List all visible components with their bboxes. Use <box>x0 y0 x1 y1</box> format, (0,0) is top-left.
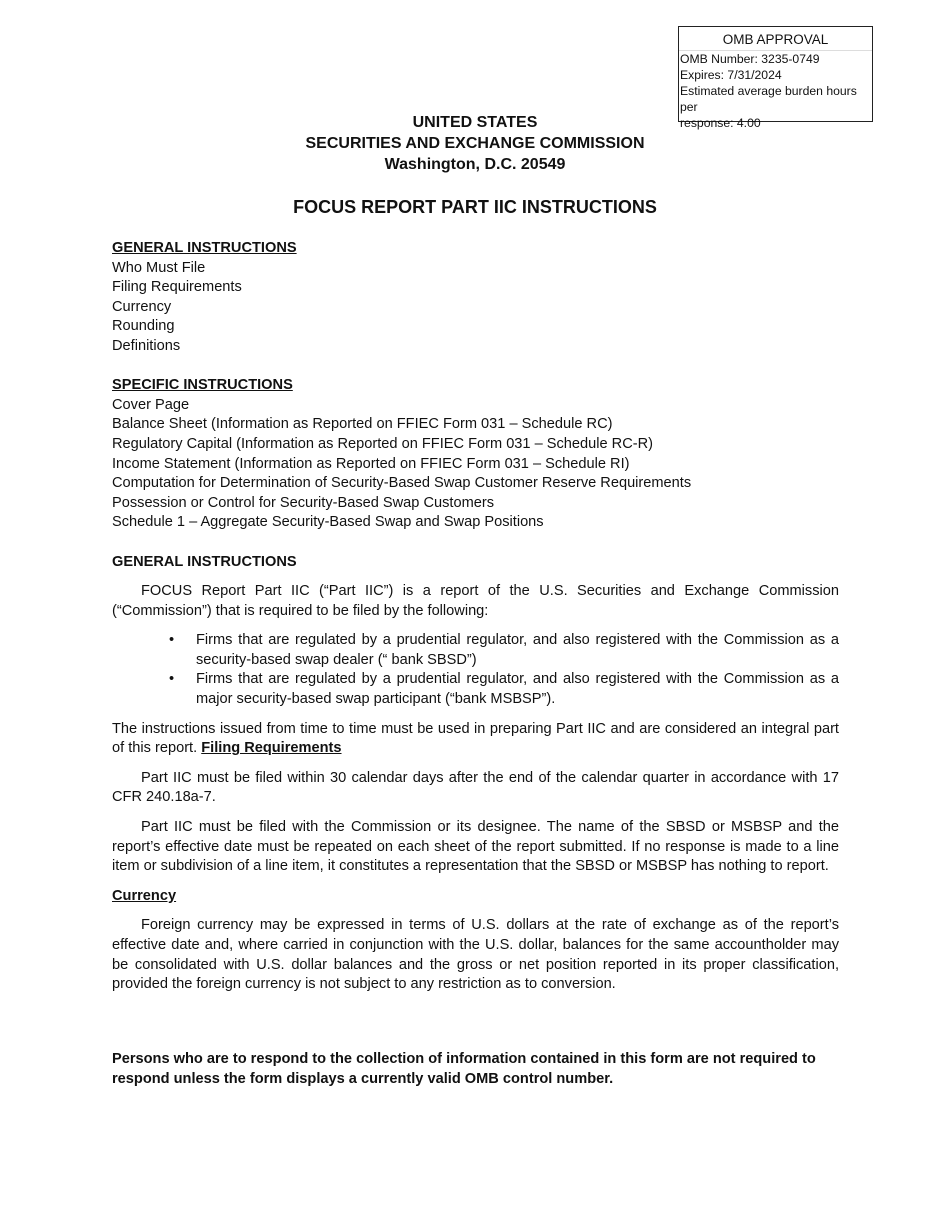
toc-specific-heading: SPECIFIC INSTRUCTIONS <box>112 377 293 394</box>
omb-burden-line2: response: 4.00 <box>680 116 761 130</box>
toc-item: Definitions <box>112 337 181 354</box>
currency-paragraph: Foreign currency may be expressed in terms of U.S. dollars at the rate of exchange as of the report’s effective date and, where carried in conjunction with the U.S. dollar, balances for the same accountholder may be consolidated with U.S. dollar balances and the gross or net position reported in its proper classification, provided the foreign currency is not subject to any restriction as to conversion. <box>112 917 839 993</box>
omb-approval-title: OMB APPROVAL <box>679 27 872 51</box>
toc-item: Income Statement (Information as Reported on FFIEC Form 031 – Schedule RI) <box>112 455 630 472</box>
toc-item: Balance Sheet (Information as Reported on FFIEC Form 031 – Schedule RC) <box>112 416 613 433</box>
filer-bullet-list <box>112 631 839 709</box>
currency-heading: Currency <box>112 887 177 904</box>
agency-header <box>0 112 950 175</box>
filer-bullet-item <box>169 670 839 709</box>
toc-item: Schedule 1 – Aggregate Security-Based Swap and Swap Positions <box>112 514 544 531</box>
instructions-paragraph <box>112 720 839 759</box>
report-title: FOCUS REPORT PART IIC INSTRUCTIONS <box>293 197 657 217</box>
bullet-text: Firms that are regulated by a prudential regulator, and also registered with the Commission as a security-based swap dealer (“ bank SBSD”) <box>196 632 839 668</box>
bullet-text: Firms that are regulated by a prudential regulator, and also registered with the Commission as a major security-based swap participant (“bank MSBSP”). <box>196 671 839 708</box>
toc-general-heading: GENERAL INSTRUCTIONS <box>112 240 297 256</box>
toc-item: Computation for Determination of Security-Based Swap Customer Reserve Requirements <box>112 475 692 492</box>
toc-item: Cover Page <box>112 396 190 413</box>
bullet-icon: • <box>169 671 175 688</box>
omb-expires: Expires: 7/31/2024 <box>680 68 782 82</box>
toc-item: Regulatory Capital (Information as Reported on FFIEC Form 031 – Schedule RC-R) <box>112 435 654 452</box>
omb-approval-box <box>678 26 873 130</box>
filing-paragraph-1: Part IIC must be filed within 30 calendar days after the end of the calendar quarter in accordance with 17 CFR 240.18a-7. <box>112 769 839 806</box>
toc-item: Rounding <box>112 318 175 335</box>
instructions-text: The instructions issued from time to time must be used in preparing Part IIC and are considered an integral part of this report. <box>112 720 839 757</box>
toc-item: Possession or Control for Security-Based Swap Customers <box>112 494 495 511</box>
toc-item: Filing Requirements <box>112 279 242 296</box>
toc-specific-list <box>112 396 839 533</box>
header-line2: SECURITIES AND EXCHANGE COMMISSION <box>305 135 645 152</box>
filing-paragraph-2: Part IIC must be filed with the Commission or its designee. The name of the SBSD or MSBSP and the report’s effective date must be repeated on each sheet of the report submitted. If no response is made to a line item or subdivision of a line item, it constitutes a representation that the SBSD or MSBSP has nothing to report. <box>112 819 839 875</box>
filing-requirements-heading: Filing Requirements <box>201 740 342 757</box>
general-instructions-heading: GENERAL INSTRUCTIONS <box>112 553 297 570</box>
toc-item: Currency <box>112 298 172 315</box>
header-line1: UNITED STATES <box>412 114 538 131</box>
toc-item: Who Must File <box>112 259 206 276</box>
omb-notice: Persons who are to respond to the collection of information contained in this form are not required to respond unless the form displays a currently valid OMB control number. <box>112 1051 816 1087</box>
filer-bullet-item <box>169 631 839 670</box>
document-content <box>112 239 839 995</box>
header-line3: Washington, D.C. 20549 <box>384 156 566 173</box>
intro-paragraph: FOCUS Report Part IIC (“Part IIC”) is a report of the U.S. Securities and Exchange Commission (“Commission”) that is required to be filed by the following: <box>112 583 839 619</box>
omb-number: OMB Number: 3235-0749 <box>680 52 820 66</box>
toc-general-list <box>112 259 839 357</box>
bullet-icon: • <box>169 632 175 649</box>
omb-burden-line1: Estimated average burden hours per <box>680 84 857 114</box>
